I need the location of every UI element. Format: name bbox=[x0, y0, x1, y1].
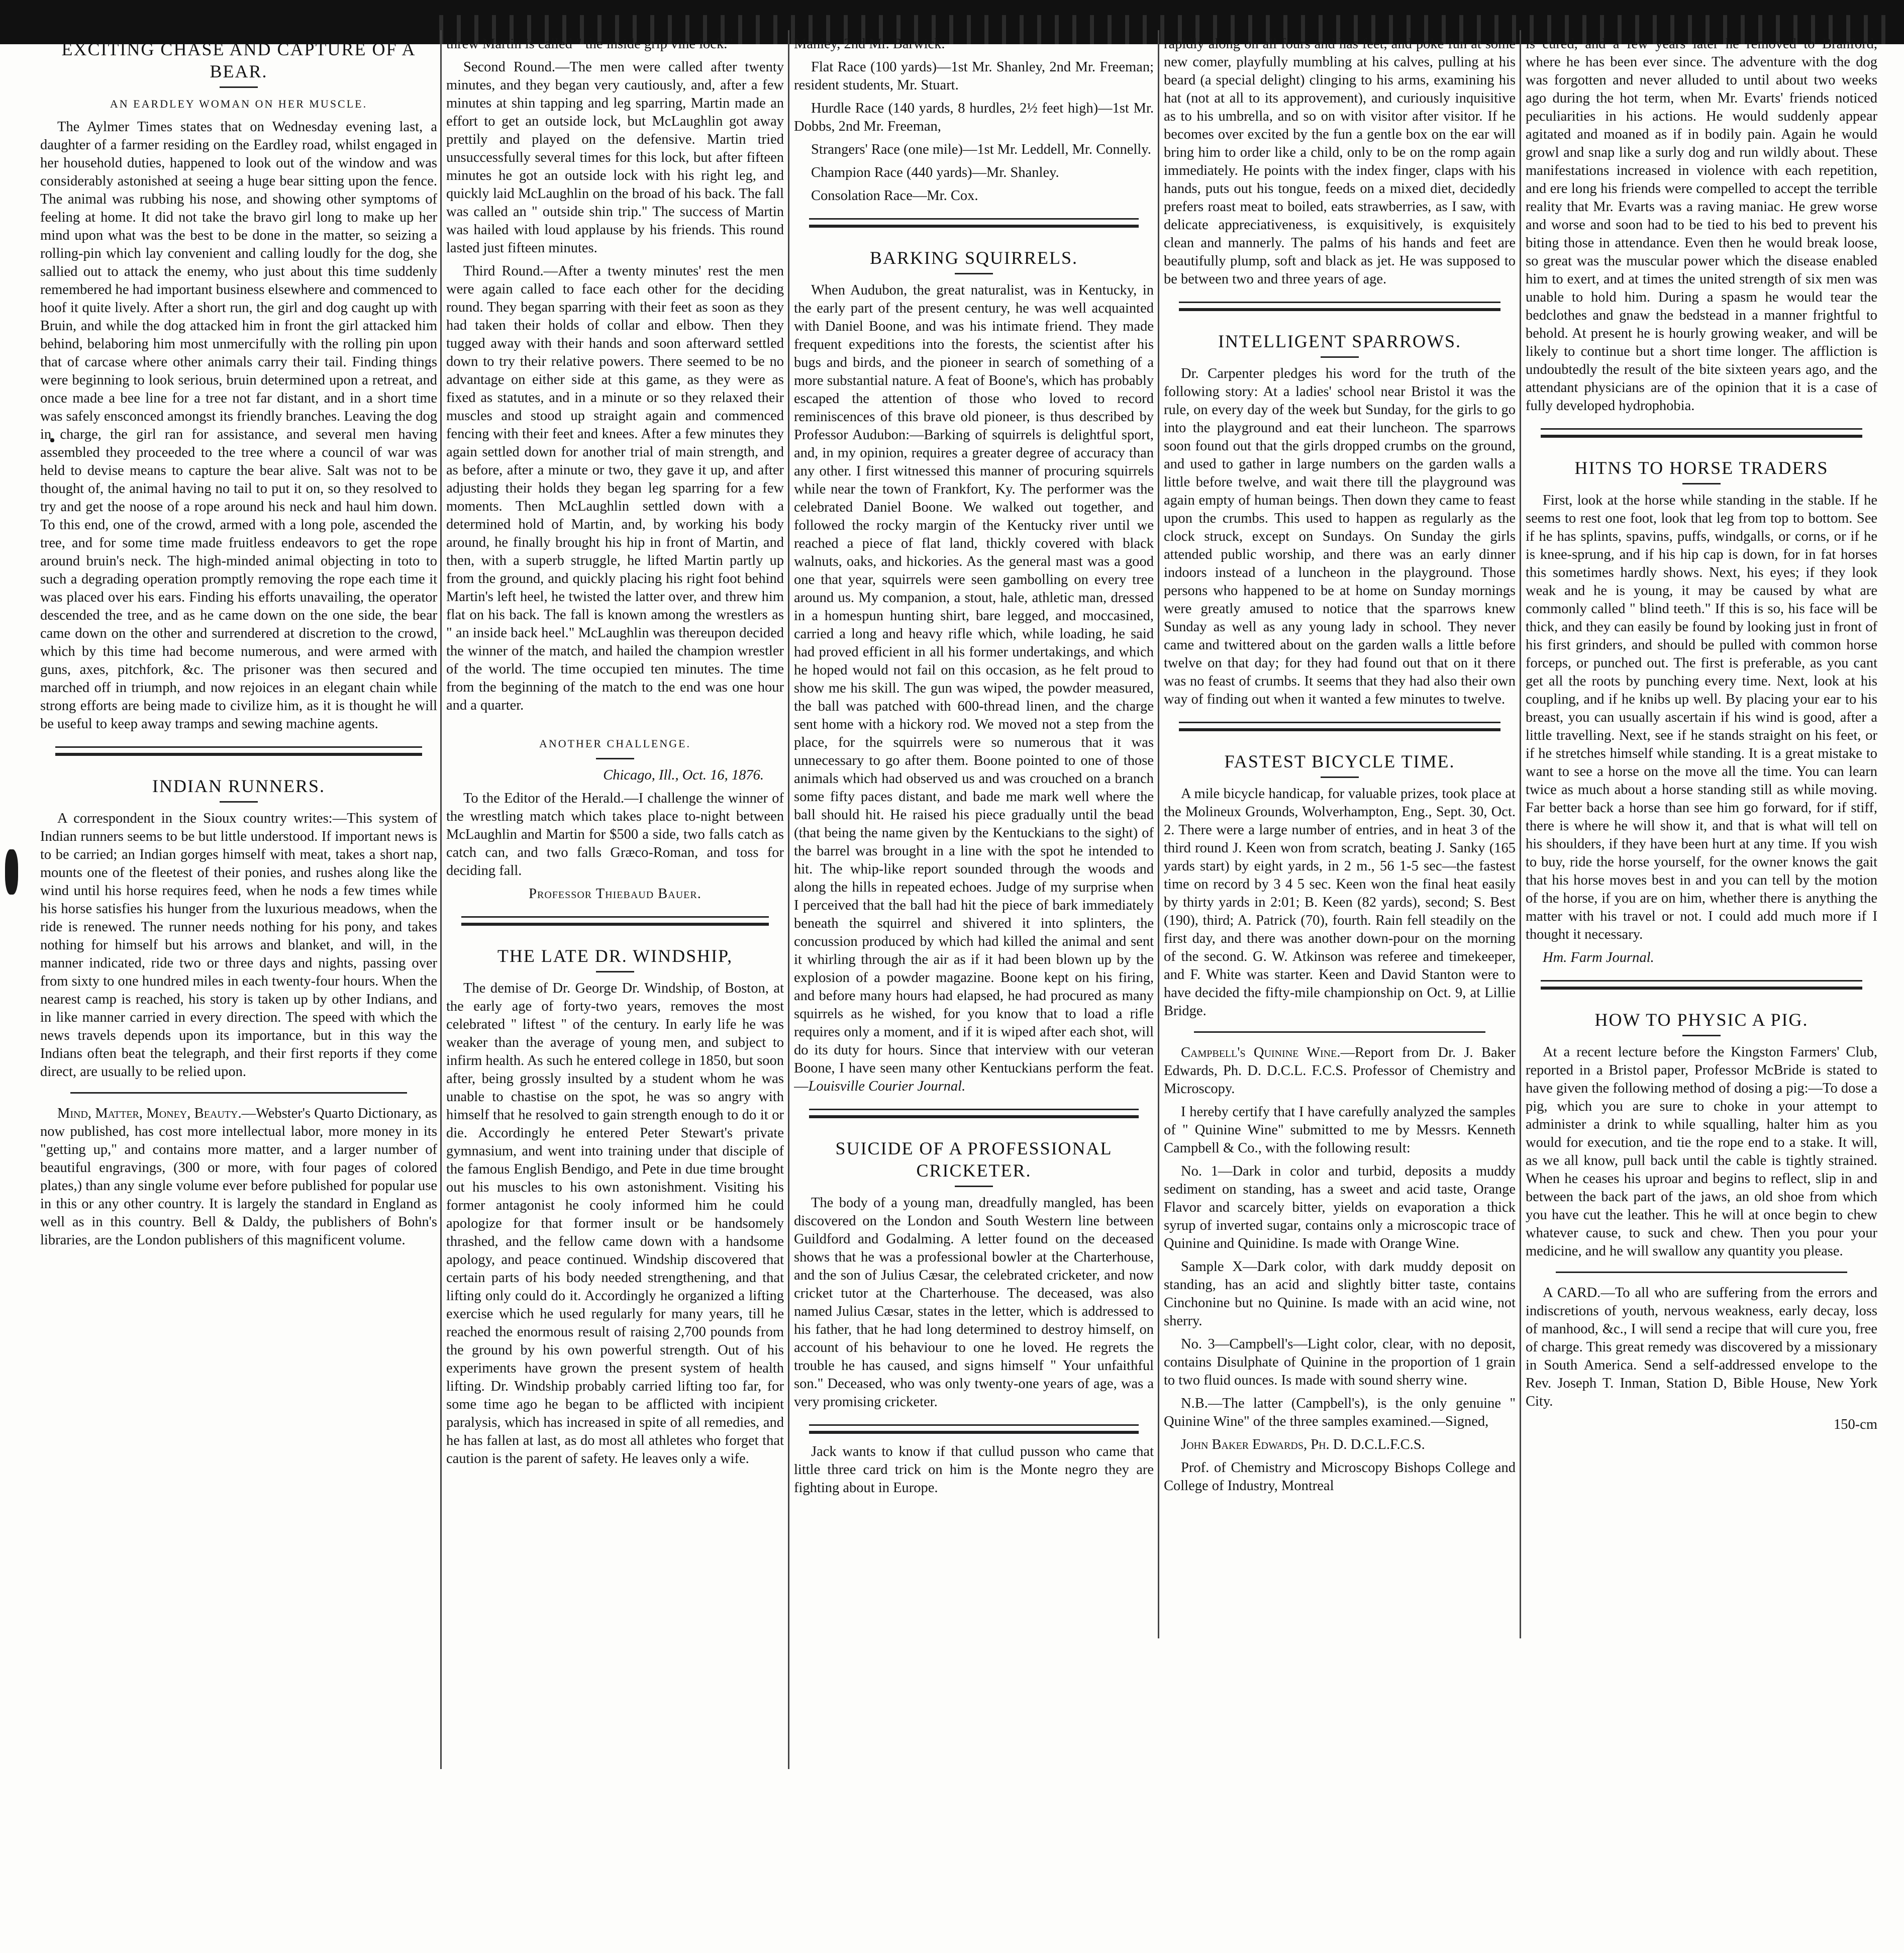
section-rule bbox=[1194, 1031, 1485, 1033]
section-rule bbox=[809, 1424, 1139, 1434]
section-rule bbox=[1556, 1272, 1847, 1273]
article-paragraph: A correspondent in the Sioux country writes:—This system of Indian runners seems to be but little understood. If important news is to be carried; an Indian gorges himself with meat, takes a short nap, mounts one of the fleetest of their ponies, and rushes along like the wind until his horse requires feed, when he nods a few times while his horse satisfies his hunger from the luxurious meadows, when the ride is renewed. The runner needs nothing for his pony, and takes nothing for himself but his arrows and blanket, and will, in the manner indicated, ride two or three days and nights, passing over from sixty to one hundred miles in each twenty-four hours. When the nearest camp is reached, his story is taken up by other Indians, and in like manner carried in every direction. The speed with which the news travels depends upon its importance, but in this way the Indians often beat the telegraph, and their first reports if they come direct, are usually to be relied upon. bbox=[40, 811, 437, 1080]
article-headline: EXCITING CHASE AND CAPTURE OF A BEAR. bbox=[61, 39, 416, 81]
headline-dash bbox=[955, 273, 993, 274]
article-body: When Audubon, the great naturalist, was in Kentucky, in the early part of the present century, he was well acquainted with Daniel Boone, and was his intimate friend. They made frequent expeditions into the forests, the scientist after his bugs and birds, and the pioneer in search of something of a more substantial nature. A feat of Boone's, which has probably escaped the attention of those who loved to record reminiscences of this brave old pioneer, is thus described by Professor Audubon:—Barking of squirrels is delightful sport, and, in my opinion, requires a greater degree of accuracy than any other. I first witnessed this manner of procuring squirrels while near the town of Frankfort, Ky. The performer was the celebrated Daniel Boone. We walked out together, and followed the rocky margin of the Kentucky river until we reached a piece of flat land, thickly covered with black walnuts, oaks, and hickories. As the general mast was a good one that year, squirrels were seen gambolling on every tree around us. My companion, a stout, hale, athletic man, dressed in a homespun hunting shirt, bare legged, and moccasined, carried a long and heavy rifle which, while loading, he said had proved efficient in all his former undertakings, and which he hoped would not fail on this occasion, as he felt proud to show me his skill. The gun was wiped, the powder measured, the ball was patched with 600-thread linen, and the charge sent home with a hickory rod. We moved not a step from the place, for the squirrels were so numerous that it was unnecessary to go after them. Boone pointed to one of those animals which had observed us and was crouched on a branch some fifty paces distant, and bade me mark well where the ball should hit. He raised his piece gradually until the bead (that being the name given by the Kentuckians to the sight) of the barrel was brought in a line with the spot he intended to hit. The whip-like report sounded through the woods and along the hills in repeated echoes. Judge of my surprise when I perceived that the ball had hit the piece of bark immediately beneath the squirrel and shivered it into splinters, the concussion produced by which had killed the animal and sent it whirling through the air as if it had been blown up by the explosion of a powder magazine. Boone kept on his firing, and before many hours had elapsed, he had procured as many squirrels as he wished, for you know that to load a rifle requires only a moment, and if it is wiped after each shot, will do its duty for hours. Since that interview with our veteran Boone, I have seen many other Kentuckians perform the feat.— bbox=[794, 282, 1154, 1094]
column-rule bbox=[1520, 30, 1521, 1638]
advertisement-paragraph: N.B.—The latter (Campbell's), is the only genuine " Quinine Wine" of the three samples examined.—Signed, bbox=[1164, 1396, 1516, 1429]
section-rule bbox=[1179, 302, 1500, 311]
section-rule bbox=[1179, 722, 1500, 731]
dateline: Chicago, Ill., Oct. 16, 1876. bbox=[603, 767, 764, 783]
headline-dash bbox=[1321, 776, 1359, 778]
article-headline: SUICIDE OF A PROFESSIONAL CRICKETER. bbox=[835, 1138, 1113, 1181]
section-rule bbox=[809, 1109, 1139, 1118]
advertisement-lead: Mind, Matter, Money, Beauty. bbox=[57, 1106, 242, 1121]
article-paragraph: First, look at the horse while standing in the stable. If he seems to rest one foot, look that leg from top to bottom. See if he has splints, spavins, puffs, windgalls, or corns, or if he is knee-sprung, and if his hip cap is down, for in fat horses this sometimes hardly shows. Next, his eyes; if they look weak and he is young, it may be caused by what are commonly called " blind teeth." If this is so, his face will be thick, and they can easily be found by looking just in front of his first grinders, and should be pulled with common horse forceps, or punched out. The first is preferable, as you cant get all the roots by punching every time. Next, look at his coupling, and if he knibs up well. By placing your ear to his breast, you can usually ascertain if his wind is good, after a little travelling. Next, see if he stands straight on his feet, or if he stretches himself while standing. It is a great mistake to want to see a horse on the move all the time. You can learn twice as much about a horse standing still as while moving. Far better back a horse than see him go forward, for if stiff, there is where he will show it, and that is what will tell on his shoulders, if they have been hurt at any time. If you wish to buy, ride the horse yourself, for the owner knows the gait that his horse moves best in and you can tell by the motion of the horse, if you are on him, whether there is anything the matter with his travel or not. I could add much more if I thought it necessary. bbox=[1526, 493, 1877, 942]
advertisement-signature: John Baker Edwards, Ph. D. D.C.L.F.C.S. bbox=[1181, 1437, 1425, 1452]
article-paragraph: At a recent lecture before the Kingston Farmers' Club, reported in a Bristol paper, Professor McBride is stated to have given the following method of dosing a pig:—To dose a pig, which you are sure to choke in your attempt to administer a drink to while squalling, halter him as you would for execution, and tie the rope end to a stake. It will, as we all know, pull back until the cable is tightly strained. When he ceases his uproar and begins to reflect, slip in and between the back part of the jaws, an old shoe from which you have cut the leather. This he will at once begin to chew whatever cause, to suck and chew. Then you pour your medicine, and he will swallow any quantity you please. bbox=[1526, 1044, 1877, 1259]
advertisement-code: 150-cm bbox=[1833, 1417, 1877, 1432]
section-rule bbox=[1541, 428, 1862, 438]
column-rule bbox=[440, 30, 442, 1769]
column-2 bbox=[446, 35, 784, 1774]
advertisement-paragraph bbox=[1526, 1284, 1877, 1411]
headline-dash bbox=[596, 971, 634, 972]
column-rule bbox=[1158, 30, 1159, 1638]
letter-paragraph: To the Editor of the Herald.—I challenge the winner of the wrestling match which takes place to-night between McLaughlin and Martin for $500 a side, two falls catch as catch can, and two falls Græco-Roman, and toss for deciding fall. bbox=[446, 791, 784, 878]
letter-signature: Professor Thiebaud Bauer. bbox=[529, 886, 702, 902]
advertisement-signature-title: Prof. of Chemistry and Microscopy Bishops College and College of Industry, Montreal bbox=[1164, 1460, 1516, 1494]
race-result: Manley, 2nd Mr. Barwick. bbox=[794, 36, 945, 52]
column-4 bbox=[1164, 35, 1516, 1643]
article-subhead: AN EARDLEY WOMAN ON HER MUSCLE. bbox=[110, 97, 368, 110]
column-3 bbox=[794, 35, 1154, 1774]
advertisement-paragraph bbox=[40, 1105, 437, 1249]
ink-blot bbox=[5, 849, 18, 895]
section-rule bbox=[70, 1092, 407, 1094]
article-headline: INTELLIGENT SPARROWS. bbox=[1218, 331, 1462, 351]
headline-dash bbox=[1682, 1035, 1721, 1036]
advertisement-lead: A CARD. bbox=[1543, 1285, 1601, 1301]
headline-dash bbox=[1682, 483, 1721, 484]
article-paragraph: A mile bicycle handicap, for valuable prizes, took place at the Molineux Grounds, Wolverhampton, Eng., Sept. 30, Oct. 2. There were a large number of entries, and in heat 3 of the third round J. Keen won from scratch, beating J. Sanky (165 yards start) by eight yards, in 2 m., 56 1-5 sec—the fastest time on record by 3 4 5 sec. Keen won the final heat easily by thirty yards in 2:01; B. Keen (82 yards), second; S. Best (190), third; A. Patrick (70), fourth. Rain fell steadily on the first day, and there was another down-pour on the morning of the second. G. W. Atkinson was referee and timekeeper, and F. White was starter. Keen and David Stanton were to have decided the fifty-mile championship on Oct. 9, at Lillie Bridge. bbox=[1164, 786, 1516, 1019]
advertisement-body: —Webster's Quarto Dictionary, as now published, has cost more intellectual labor, more money in its "getting up," and contains more matter, and a larger number of beautiful engravings, (300 or more, with four pages of colored plates,) than any single volume ever before published for popular use in this or any other country. It is largely the standard in England as well as in this country. Bell & Daldy, the publishers of Bohn's libraries, are the London publishers of this magnificent volume. bbox=[40, 1106, 437, 1248]
column-1 bbox=[40, 35, 437, 1774]
column-5 bbox=[1526, 35, 1877, 1643]
advertisement-paragraph: No. 3—Campbell's—Light color, clear, with no deposit, contains Disulphate of Quinine in the proportion of 1 grain to two fluid ounces. Is made with sound sherry wine. bbox=[1164, 1336, 1516, 1388]
headline-dash bbox=[220, 801, 258, 803]
advertisement-paragraph: I hereby certify that I have carefully analyzed the samples of " Quinine Wine" submitted to me by Messrs. Kenneth Campbell & Co., with the following result: bbox=[1164, 1104, 1516, 1156]
section-rule bbox=[461, 916, 769, 926]
advertisement-paragraph bbox=[1164, 1044, 1516, 1098]
article-paragraph: Third Round.—After a twenty minutes' rest the men were again called to face each other for the deciding round. They began sparring with their feet as soon as they had taken their holds of collar and elbow. Then they tugged away with their hands and soon afterward settled down to try their relative powers. There seemed to be no advantage on either side at this game, as they were as fixed as statutes, and in a minute or so they relaxed their muscles and stood up straight again and commenced fencing with their feet and knees. After a few minutes they again settled down for another trial of main strength, and as before, after a minute or two, they gave it up, and after adjusting their holds they began leg sparring for a few moments. Then McLaughlin settled down with a determined hold of Martin, and, by working his body around, he finally brought his hip in front of Martin, and then, with a superb struggle, he lifted Martin partly up from the ground, and quickly placing his right foot behind Martin's left heel, he twisted the latter over, and threw him flat on his back. The fall is known among the wrestlers as " an inside back heel." McLaughlin was thereupon decided the winner of the match, and hailed the champion wrestler of the world. The time occupied ten minutes. The time from the beginning of the match to the end was one hour and a quarter. bbox=[446, 263, 784, 713]
article-headline: BARKING SQUIRRELS. bbox=[869, 248, 1078, 268]
article-subhead: ANOTHER CHALLENGE. bbox=[539, 737, 691, 750]
race-result: Flat Race (100 yards)—1st Mr. Shanley, 2nd Mr. Freeman; resident students, Mr. Stuart. bbox=[794, 59, 1154, 93]
article-headline: FASTEST BICYCLE TIME. bbox=[1224, 751, 1455, 771]
article-paragraph: The body of a young man, dreadfully mangled, has been discovered on the London and South Western line between Guildford and Godalming. A letter found on the deceased shows that he was a professional bowler at the Charterhouse, and the son of Julius Cæsar, the celebrated cricketer, and now cricket tutor at the Charterhouse. The deceased, was also named Julius Cæsar, states in the letter, which is addressed to his father, that he had long determined to destroy himself, on account of his behaviour to one he loved. He regrets the trouble he has caused, and signs himself " Your unfaithful son." Deceased, who was only twenty-one years of age, was a very promising cricketer. bbox=[794, 1195, 1154, 1410]
article-paragraph bbox=[794, 281, 1154, 1096]
advertisement-body: —To all who are suffering from the errors and indiscretions of youth, nervous weakness, early decay, loss of manhood, &c., I will send a recipe that will cure you, free of charge. This great remedy was discovered by a missionary in South America. Send a self-addressed envelope to the Rev. Joseph T. Inman, Station D, Bible House, New York City. bbox=[1526, 1285, 1877, 1409]
article-paragraph: The Aylmer Times states that on Wednesday evening last, a daughter of a farmer residing on the Eardley road, whilst engaged in her household duties, happened to look out of the window and was considerably astonished at seeing a huge bear sitting upon the fence. The animal was rubbing his nose, and showing other symptoms of feeling at home. It did not take the bravo girl long to make up her mind upon what was the best to be done in the matter, so seizing a rolling-pin which lay convenient and calling loudly for the dog, she sallied out to attack the enemy, who just about this time suddenly remembered he had important business elsewhere and commenced to hoof it quite lively. After a short run, the girl and dog caught up with Bruin, and while the dog attacked him in front the girl attacked him behind, belaboring him most unmercifully with the rolling pin upon that of carcase where other animals carry their tail. Finding things were beginning to look serious, bruin determined upon a retreat, and once made a bee line for a tree not far distant, and in a short time was safely ensconced amongst its friendly branches. Leaving the dog in charge, the girl ran for assistance, and several men having assembled they proceeded to the tree where a council of war was held to devise means to capture the bear alive. Salt was not to be thought of, the animal having no tail to put it on, so they resolved to try and get the noose of a rope around his neck and haul him down. To this end, one of the crowd, armed with a long pole, ascended the tree, and for some time made fruitless endeavors to get the rope around bruin's neck. The high-minded animal objecting in toto to such a degrading operation promptly removing the rope each time it was placed over his ears. Finding his efforts unavailing, the operator descended the tree, and as he came down on the one side, the bear came down on the other and surrendered at discretion to the crowd, which by this time had become numerous, and were armed with guns, axes, pitchfork, &c. The prisoner was then secured and marched off in triumph, and now rejoices in an elegant chain while strong efforts are being made to civilize him, as it is thought he will be useful to keep away tramps and sewing machine agents. bbox=[40, 119, 437, 732]
article-paragraph: The demise of Dr. George Dr. Windship, of Boston, at the early age of forty-two years, removes the most celebrated " liftest " of the century. In early life he was weaker than the average of young men, and subject to infirm health. As such he entered college in 1850, but soon after, being grossly insulted by a student whom he was unable to chastise on the spot, he was so angry with himself that he resolved to gain strength enough to do it or die. Accordingly he entered Peter Stewart's private gymnasium, and went into training under that disciple of the famous English Bendigo, and Pete in due time brought out his muscles to his own astonishment. Visiting his former antagonist he cooly informed him he could apologize for that former insult or be handsomely thrashed, and the fellow came down with a handsome apology, and peace continued. Windship discovered that certain parts of his body needed strengthening, and that lifting only could do it. Accordingly he organized a lifting exercise which he used regularly for many years, till he reached the enormous result of raising 2,700 pounds from the ground by his own powerful strength. Out of his experiments have grown the present system of health lifting. Dr. Windship probably carried lifting too far, for some time ago he began to be afflicted with incipient paralysis, which has increased in spite of all remedies, and he has fallen at last, as do most all athletes who forget that caution is the parent of safety. He leaves only a wife. bbox=[446, 981, 784, 1467]
advertisement-body: —Report from Dr. J. Baker Edwards, Ph. D. D.C.L. F.C.S. Professor of Chemistry and Microscopy. bbox=[1164, 1045, 1516, 1097]
article-source: Hm. Farm Journal. bbox=[1543, 950, 1654, 965]
article-paragraph: is cured, and a few years later he removed to Branford, where he has been ever since. The adventure with the dog was forgotten and never alluded to until about two weeks ago during the hot term, when Mr. Evarts' friends noticed peculiarities in his actions. He would suddenly appear agitated and moaned as if in bodily pain. Again he would growl and snap like a surly dog and run wildly about. These manifestations increased in violence with each repetition, and ere long his friends were compelled to accept the terrible reality that Mr. Evarts was a raving maniac. He grew worse and worse and soon had to be tied to his bed to prevent his biting those in attendance. Even then he would break loose, so great was the muscular power which the disease enabled him to exert, and at times the united strength of six men was unable to hold him. During a spasm he would tear the bedclothes and gnaw the bedstead in a manner frightful to behold. At present he is hourly growing weaker, and will be likely to continue but a short time longer. The affliction is undoubtedly the result of the bite sixteen years ago, and the attendant physicians are of the opinion that it is a case of fully developed hydrophobia. bbox=[1526, 36, 1877, 414]
advertisement-lead: Campbell's Quinine Wine. bbox=[1181, 1045, 1341, 1060]
article-paragraph: Second Round.—The men were called after twenty minutes, and they began very cautiously, and, after a few minutes at shin tapping and leg sparring, Martin made an effort to get an outside lock, but McLaughlin got away prettily and played on the defensive. Martin tried unsuccessfully several times for this lock, but after fifteen minutes he got an outside lock with his right leg, and quickly laid McLaughlin on the broad of his back. The fall was called an " outside shin trip." The success of Martin was hailed with loud applause by his friends. This round lasted just fifteen minutes. bbox=[446, 59, 784, 256]
section-rule bbox=[1541, 980, 1862, 990]
race-result: Hurdle Race (140 yards, 8 hurdles, 2½ feet high)—1st Mr. Dobbs, 2nd Mr. Freeman, bbox=[794, 101, 1154, 134]
article-paragraph: Dr. Carpenter pledges his word for the truth of the following story: At a ladies' school near Bristol it was the rule, on every day of the week but Sunday, for the girls to go into the playground and eat their luncheon. The sparrows soon found out that the girls dropped crumbs on the ground, and used to gather in large numbers on the garden walls a little before twelve, and wait there till the playground was again empty of human beings. Then down they came to feast upon the crumbs. This used to happen as regularly as the clock struck, except on Sundays. On Sunday the girls attended public worship, and there was an early dinner indoors instead of a luncheon in the playground. Those persons who happened to be at home on Sunday mornings were greatly amused to notice that the sparrows knew Sunday as well as any young lady in school. They never came and twittered about on the garden walls a little before twelve on that day; for they had found out that on it there was no feast of crumbs. It seems that they had also their own way of finding out when it wanted a few minutes to twelve. bbox=[1164, 366, 1516, 707]
column-rule bbox=[788, 30, 789, 1769]
advertisement-paragraph: No. 1—Dark in color and turbid, deposits a muddy sediment on standing, has a sweet and acid taste, Orange Flavor and scarcely bitter, yields on evaporation a thick syrup of inverted sugar, contains only a microscopic trace of Quinine and Quinidine. Is made with Orange Wine. bbox=[1164, 1163, 1516, 1251]
article-headline: INDIAN RUNNERS. bbox=[152, 776, 325, 796]
headline-dash bbox=[955, 1186, 993, 1187]
race-result: Strangers' Race (one mile)—1st Mr. Leddell, Mr. Connelly. bbox=[811, 142, 1151, 157]
article-paragraph: Jack wants to know if that cullud pusson who came that little three card trick on him is the Monte negro they are fighting about in Europe. bbox=[794, 1444, 1154, 1496]
article-headline: HITNS TO HORSE TRADERS bbox=[1574, 458, 1829, 478]
race-result: Champion Race (440 yards)—Mr. Shanley. bbox=[811, 165, 1059, 180]
article-headline: HOW TO PHYSIC A PIG. bbox=[1594, 1010, 1809, 1030]
headline-dash bbox=[596, 758, 634, 759]
race-result: Consolation Race—Mr. Cox. bbox=[811, 188, 978, 204]
article-paragraph: rapidly along on all fours and has feet, and poke fun at some new comer, playfully mumbling at his calves, pulling at his beard (a special delight) clinging to his arms, examining his hat (not at all to its approvement), and curiously inquisitive as to his umbrella, and so on with visitor after visitor. If he becomes over excited by the fun a gentle box on the ear will bring him to order like a child, only to be on the romp again immediately. He points with the index finger, claps with his hands, puts out his tongue, feeds on a mixed diet, decidedly prefers roast meat to boiled, eats strawberries, as I saw, with delicate appreciativeness, is exquisitively, is exquisitely clean and mannerly. The palms of his hands and feet are beautifully plump, soft and black as jet. He was supposed to be between two and three years of age. bbox=[1164, 36, 1516, 287]
headline-dash bbox=[1321, 356, 1359, 358]
section-rule bbox=[55, 746, 422, 756]
article-paragraph: threw Martin is called " the inside grip vine lock." bbox=[446, 36, 733, 52]
section-rule bbox=[809, 218, 1139, 228]
headline-dash bbox=[220, 86, 258, 88]
article-headline: THE LATE DR. WINDSHIP, bbox=[497, 946, 733, 966]
advertisement-paragraph: Sample X—Dark color, with dark muddy deposit on standing, has an acid and slightly bitter taste, contains Cinchonine but no Quinine. Is made with an acid wine, not sherry. bbox=[1164, 1259, 1516, 1329]
article-source: Louisville Courier Journal. bbox=[808, 1079, 966, 1094]
